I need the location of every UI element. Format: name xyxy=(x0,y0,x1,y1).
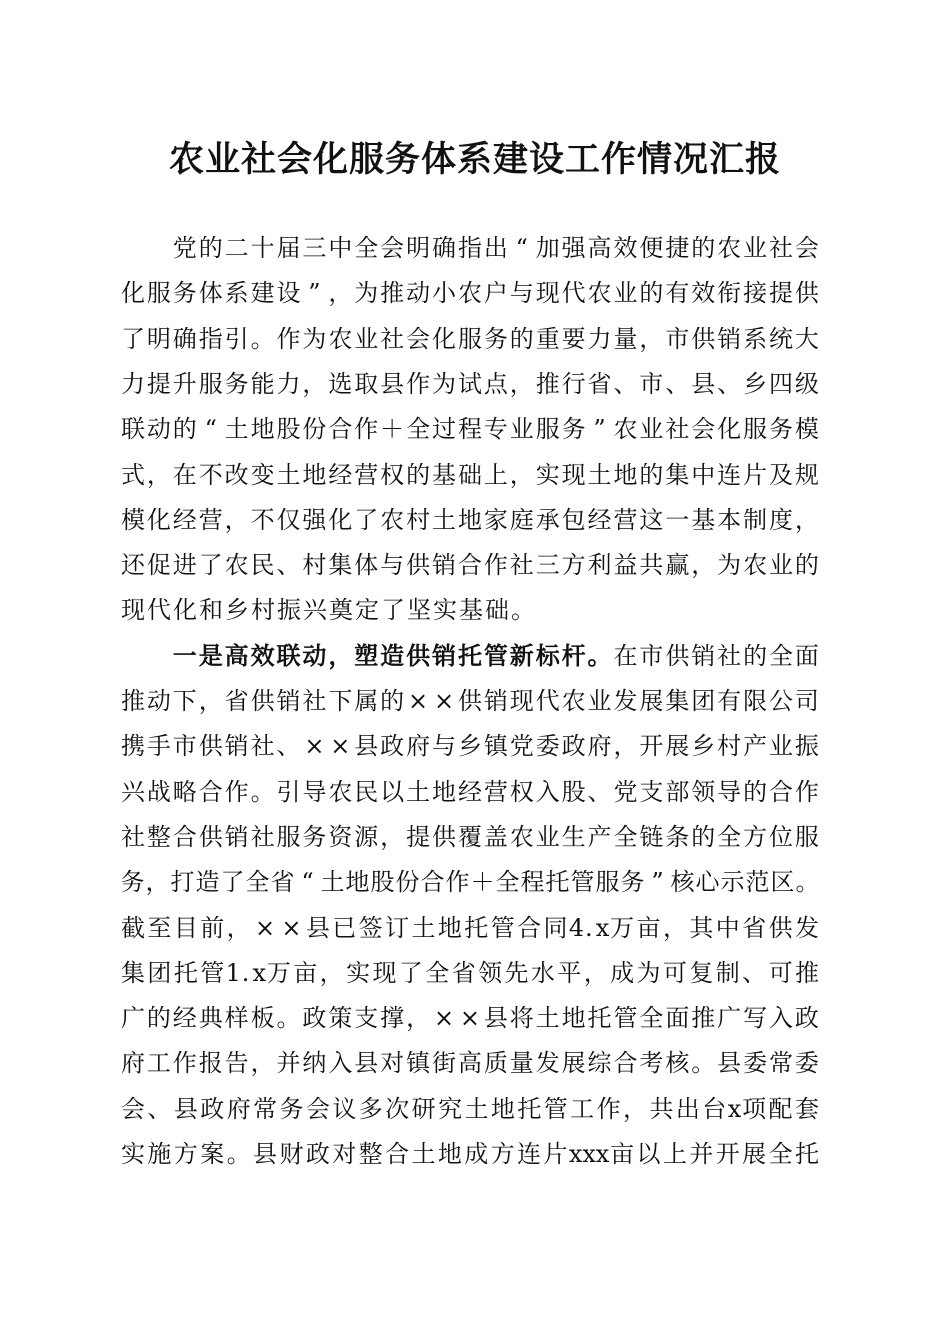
body-line: 模 化 经 营 ， 不 仅 强 化 了 农 村 土 地 家 庭 承 包 经 营 这 一 基 本 制 度 ， xyxy=(120,505,819,534)
body-line: 携 手 市 供 销 社 、 × × 县 政 府 与 乡 镇 党 委 政 府 ， 开 展 乡 村 产 业 振 xyxy=(120,732,819,761)
body-line: 会 、 县 政 府 常 务 会 议 多 次 研 究 土 地 托 管 工 作 ， 共 出 台 x 项 配 套 xyxy=(121,1094,819,1123)
body-line: 府 工 作 报 告 ， 并 纳 入 县 对 镇 街 高 质 量 发 展 综 合 考 核 。 县 委 常 委 xyxy=(120,1049,819,1078)
body-line: 实 施 方 案 。 县 财 政 对 整 合 土 地 成 方 连 片 x x x 亩 以 上 并 开 展 全 托 xyxy=(121,1140,819,1168)
body-line: 一 是 高 效 联 动 ， 塑 造 供 销 托 管 新 标 杆 。 在 市 供 销 社 的 全 面 xyxy=(172,640,819,670)
body-line: 截 至 目 前 ， × × 县 已 签 订 土 地 托 管 合 同 4 . x 万 亩 ， 其 中 省 供 发 xyxy=(121,913,819,942)
body-line: 联 动 的 “ 土 地 股 份 合 作 ＋ 全 过 程 专 业 服 务 ” 农 业 社 会 化 服 务 模 xyxy=(120,415,819,444)
body-line: 广 的 经 典 样 板 。 政 策 支 撑 ， × × 县 将 土 地 托 管 全 面 推 广 写 入 政 xyxy=(120,1004,819,1033)
document-title: 农业社会化服务体系建设工作情况汇报 xyxy=(168,139,781,180)
body-line: 力 提 升 服 务 能 力 ， 选 取 县 作 为 试 点 ， 推 行 省 、 市 、 县 、 乡 四 级 xyxy=(120,369,819,398)
body-line: 集 团 托 管 1 . x 万 亩 ， 实 现 了 全 省 领 先 水 平 ， 成 为 可 复 制 、 可 推 xyxy=(121,958,819,987)
body-line: 式 ， 在 不 改 变 土 地 经 营 权 的 基 础 上 ， 实 现 土 地 的 集 中 连 片 及 规 xyxy=(120,460,819,489)
body-line: 务 ， 打 造 了 全 省 “ 土 地 股 份 合 作 ＋ 全 程 托 管 服 务 ” 核 心 示 范 区 。 xyxy=(120,868,820,897)
body-line: 现 代 化 和 乡 村 振 兴 奠 定 了 坚 实 基 础 。 xyxy=(121,596,535,625)
body-line: 社 整 合 供 销 社 服 务 资 源 ， 提 供 覆 盖 农 业 生 产 全 链 条 的 全 方 位 服 xyxy=(120,822,819,851)
body-line: 了 明 确 指 引 。 作 为 农 业 社 会 化 服 务 的 重 要 力 量 ， 市 供 销 系 统 大 xyxy=(120,324,819,353)
body-line: 党 的 二 十 届 三 中 全 会 明 确 指 出 “ 加 强 高 效 便 捷 的 农 业 社 会 xyxy=(172,234,819,262)
body-line: 化 服 务 体 系 建 设 ” ， 为 推 动 小 农 户 与 现 代 农 业 的 有 效 衔 接 提 供 xyxy=(120,279,819,308)
body-line: 还 促 进 了 农 民 、 村 集 体 与 供 销 合 作 社 三 方 利 益 共 赢 ， 为 农 业 的 xyxy=(120,551,819,580)
body-line: 兴 战 略 合 作 。 引 导 农 民 以 土 地 经 营 权 入 股 、 党 支 部 领 导 的 合 作 xyxy=(120,777,819,806)
body-line: 推 动 下 ， 省 供 销 社 下 属 的 × × 供 销 现 代 农 业 发 展 集 团 有 限 公 司 xyxy=(120,687,819,715)
